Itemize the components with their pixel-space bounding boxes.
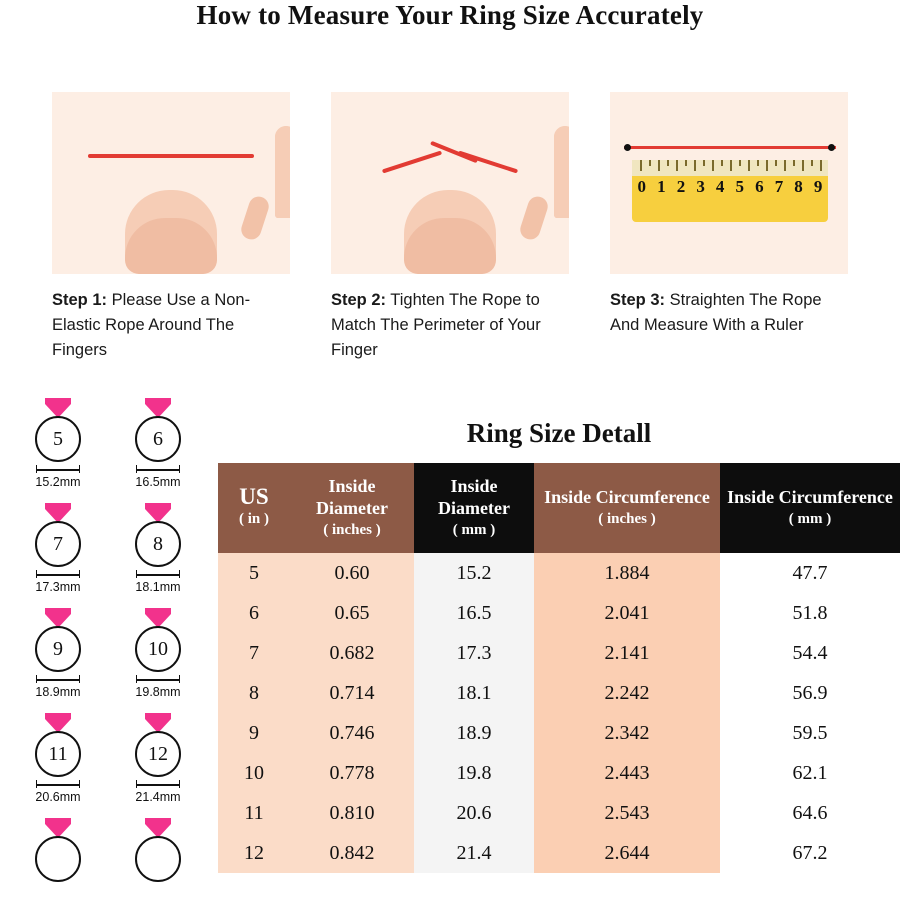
header-sub: ( mm )	[452, 522, 496, 538]
cell-dia-mm: 21.4	[414, 833, 534, 873]
size-chip-mm: 18.1mm	[135, 580, 181, 594]
size-chip-next-right	[108, 818, 208, 882]
cell-dia-mm: 15.2	[414, 553, 534, 593]
rope-line	[88, 154, 254, 158]
measure-bar-icon	[36, 675, 80, 683]
table-title: Ring Size Detall	[466, 418, 652, 448]
cell-us: 12	[218, 833, 290, 873]
ruler-scale-strip	[632, 160, 828, 176]
size-chip-6	[108, 398, 208, 489]
cell-circ-mm: 64.6	[720, 793, 900, 833]
size-chip-7	[8, 503, 108, 594]
step-2-label: Step 2:	[331, 291, 387, 309]
measure-bar-icon	[136, 675, 180, 683]
step-3-text: Straighten The Rope And Measure With a Ruler	[610, 291, 822, 334]
size-chip-mm: 15.2mm	[35, 475, 81, 489]
cell-dia-in: 0.682	[290, 633, 414, 673]
size-chip-next-left	[8, 818, 108, 882]
ring-circle: 6	[135, 416, 181, 462]
index-finger-front	[275, 126, 290, 218]
cell-dia-in: 0.746	[290, 713, 414, 753]
ring-size-chips	[8, 398, 208, 896]
ruler-number: 6	[755, 177, 764, 196]
step-3	[610, 92, 848, 363]
ruler-number: 7	[774, 177, 784, 196]
size-chip-mm: 18.9mm	[35, 685, 81, 699]
ruler-number: 5	[735, 177, 745, 196]
cell-dia-mm: 18.1	[414, 673, 534, 713]
size-chip-row-partial	[8, 818, 208, 896]
table-row	[218, 713, 900, 753]
header-main: Inside Circumference	[727, 487, 893, 507]
cell-circ-mm: 62.1	[720, 753, 900, 793]
cell-dia-mm: 17.3	[414, 633, 534, 673]
step-2-illustration	[331, 92, 569, 274]
header-main: Inside Circumference	[544, 487, 710, 507]
size-chip-8	[108, 503, 208, 594]
size-chip-row	[8, 503, 208, 608]
step-3-label: Step 3:	[610, 291, 666, 309]
step-3-illustration	[610, 92, 848, 274]
header-main: Inside Diameter	[438, 476, 510, 518]
ring-circle: 10	[135, 626, 181, 672]
cell-dia-mm: 19.8	[414, 753, 534, 793]
step-1-label: Step 1:	[52, 291, 108, 309]
size-chip-9	[8, 608, 108, 699]
size-chip-12	[108, 713, 208, 804]
cell-us: 6	[218, 593, 290, 633]
header-inside-diameter-inches	[290, 463, 414, 553]
ring-circle: 5	[35, 416, 81, 462]
rope-start-dot	[624, 144, 631, 151]
ruler-number: 4	[715, 177, 725, 196]
measure-bar-icon	[136, 465, 180, 473]
cell-circ-in: 2.242	[534, 673, 720, 713]
cell-us: 7	[218, 633, 290, 673]
header-inside-diameter-mm	[414, 463, 534, 553]
cell-dia-in: 0.778	[290, 753, 414, 793]
ruler-number: 3	[696, 177, 705, 196]
table-row	[218, 833, 900, 873]
cell-dia-mm: 16.5	[414, 593, 534, 633]
header-inside-circumference-mm	[720, 463, 900, 553]
measure-bar-icon	[136, 570, 180, 578]
measure-bar-icon	[136, 780, 180, 788]
step-1-text: Please Use a Non-Elastic Rope Around The Fingers	[52, 291, 251, 359]
ring-circle	[135, 836, 181, 882]
ring-size-table	[218, 463, 900, 873]
cell-circ-in: 2.443	[534, 753, 720, 793]
size-chip-mm: 16.5mm	[135, 475, 181, 489]
index-finger-front-2	[554, 126, 569, 218]
header-inside-circumference-inches	[534, 463, 720, 553]
cell-circ-mm: 56.9	[720, 673, 900, 713]
page-title: How to Measure Your Ring Size Accurately	[196, 0, 704, 30]
header-sub: ( in )	[239, 511, 269, 527]
step-1-illustration	[52, 92, 290, 274]
measure-bar-icon	[36, 780, 80, 788]
cell-circ-mm: 47.7	[720, 553, 900, 593]
ring-circle: 9	[35, 626, 81, 672]
ruler-number: 8	[794, 177, 803, 196]
header-main: Inside Diameter	[316, 476, 388, 518]
size-chip-mm: 19.8mm	[135, 685, 181, 699]
cell-dia-mm: 20.6	[414, 793, 534, 833]
size-chip-11	[8, 713, 108, 804]
header-main: US	[239, 484, 269, 509]
size-chip-row	[8, 608, 208, 713]
table-row	[218, 593, 900, 633]
size-chip-mm: 17.3mm	[35, 580, 81, 594]
cell-dia-in: 0.842	[290, 833, 414, 873]
cell-circ-mm: 51.8	[720, 593, 900, 633]
table-row	[218, 793, 900, 833]
step-3-caption	[610, 288, 848, 338]
cell-us: 8	[218, 673, 290, 713]
header-us	[218, 463, 290, 553]
step-1-caption	[52, 288, 290, 363]
table-header-row	[218, 463, 900, 553]
measure-bar-icon	[36, 465, 80, 473]
size-chip-row	[8, 713, 208, 818]
ring-circle: 11	[35, 731, 81, 777]
cell-dia-in: 0.810	[290, 793, 414, 833]
ruler-numbers	[632, 177, 828, 197]
header-sub: ( inches )	[598, 511, 656, 527]
cell-circ-mm: 67.2	[720, 833, 900, 873]
measure-bar-icon	[36, 570, 80, 578]
header-sub: ( inches )	[323, 522, 381, 538]
header-sub: ( mm )	[788, 511, 832, 527]
cell-circ-in: 2.041	[534, 593, 720, 633]
size-chip-mm: 20.6mm	[35, 790, 81, 804]
ruler	[632, 160, 828, 222]
table-row	[218, 633, 900, 673]
thumb	[239, 194, 272, 242]
step-2	[331, 92, 569, 363]
table-row	[218, 753, 900, 793]
ring-circle: 12	[135, 731, 181, 777]
ruler-number: 9	[813, 177, 823, 196]
rope-right-segment	[458, 151, 518, 174]
cell-dia-in: 0.60	[290, 553, 414, 593]
size-chip-10	[108, 608, 208, 699]
thumb-2	[518, 194, 551, 242]
ruler-number: 1	[657, 177, 666, 196]
cell-circ-mm: 59.5	[720, 713, 900, 753]
cell-dia-in: 0.65	[290, 593, 414, 633]
rope-measured-line	[624, 146, 836, 149]
table-row	[218, 673, 900, 713]
size-chip-row	[8, 398, 208, 503]
rope-left-segment	[382, 151, 442, 174]
ruler-number: 0	[637, 177, 647, 196]
steps-section	[0, 92, 900, 363]
ring-circle: 7	[35, 521, 81, 567]
cell-circ-in: 2.141	[534, 633, 720, 673]
cell-us: 11	[218, 793, 290, 833]
rope-end-dot	[828, 144, 835, 151]
size-chip-5	[8, 398, 108, 489]
ruler-number: 2	[676, 177, 686, 196]
size-chip-mm: 21.4mm	[135, 790, 181, 804]
cell-us: 5	[218, 553, 290, 593]
cell-dia-in: 0.714	[290, 673, 414, 713]
cell-us: 10	[218, 753, 290, 793]
ring-circle	[35, 836, 81, 882]
cell-dia-mm: 18.9	[414, 713, 534, 753]
cell-circ-in: 1.884	[534, 553, 720, 593]
table-row	[218, 553, 900, 593]
step-1	[52, 92, 290, 363]
step-2-caption	[331, 288, 569, 363]
cell-us: 9	[218, 713, 290, 753]
ring-size-table-section	[218, 418, 900, 873]
step-2-text: Tighten The Rope to Match The Perimeter of Your Finger	[331, 291, 541, 359]
ring-circle: 8	[135, 521, 181, 567]
cell-circ-in: 2.342	[534, 713, 720, 753]
cell-circ-mm: 54.4	[720, 633, 900, 673]
cell-circ-in: 2.644	[534, 833, 720, 873]
cell-circ-in: 2.543	[534, 793, 720, 833]
